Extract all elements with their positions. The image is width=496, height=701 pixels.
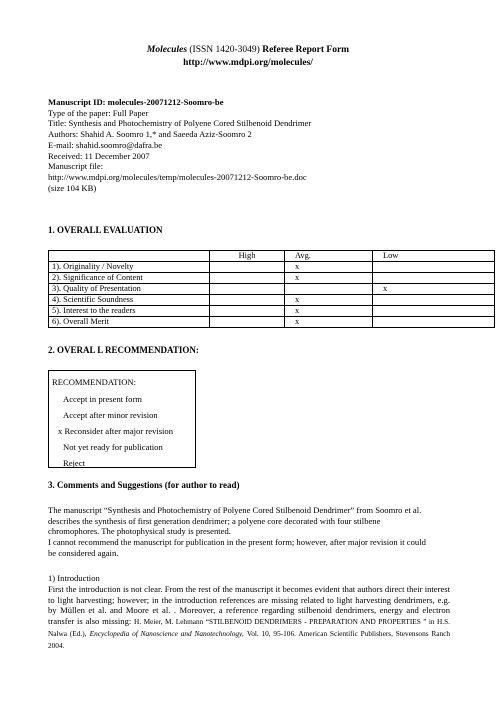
evaluation-row [49,284,495,295]
section1-heading: 1. OVERALL EVALUATION [48,225,163,235]
reference-authors: H. Meier, M. Lehmann “STILBENOID DENDRIMERS - PREPARATION AND PROPERTIES ” in H.S. Nalwa (Ed.), [48,617,450,638]
criterion-label: 5). Interest to the readers [49,306,210,317]
criterion-label: 6). Overall Merit [49,317,210,328]
recommendation-option[interactable]: Accept in present form [63,394,142,404]
paper-title: Title: Synthesis and Photochemistry of Polyene Cored Stilbenoid Dendrimer [48,118,312,129]
recommendation-option[interactable]: Not yet ready for publication [63,442,163,452]
journal-url[interactable]: http://www.mdpi.org/molecules/ [183,58,313,68]
reference-book: Encyclopedia of Nanoscience and Nanotechnology, [89,628,244,638]
avg-cell[interactable]: x [285,273,373,284]
comment-paragraph: I cannot recommend the manuscript for publication in the present form; however, after major revision it could be considered again. [48,537,426,558]
evaluation-row [49,295,495,306]
high-cell[interactable] [210,284,285,295]
high-cell[interactable] [210,262,285,273]
high-cell[interactable] [210,317,285,328]
form-title: Referee Report Form [262,45,350,55]
manuscript-file-link[interactable]: http://www.mdpi.org/molecules/temp/molecules-20071212-Soomro-be.doc [48,171,307,182]
header-low: Low [373,251,495,262]
high-cell[interactable] [210,306,285,317]
low-cell[interactable] [373,317,495,328]
manuscript-info [48,97,448,193]
recommendation-option[interactable]: Reject [63,458,85,468]
criterion-label: 4). Scientific Soundness [49,295,210,306]
avg-cell[interactable]: x [285,295,373,306]
comments-intro [48,505,430,559]
author-email[interactable]: E-mail: shahid.soomro@dafra.be [48,139,163,150]
criterion-label: 3). Quality of Presentation [49,284,210,295]
header-avg: Avg. [285,251,373,262]
low-cell[interactable] [373,306,495,317]
paper-type: Type of the paper: Full Paper [48,107,149,118]
evaluation-row [49,273,495,284]
low-cell[interactable] [373,262,495,273]
section3-heading: 3. Comments and Suggestions (for author to read) [48,480,240,490]
low-cell[interactable] [373,273,495,284]
manuscript-file-size: (size 104 KB) [48,182,97,193]
avg-cell[interactable]: x [285,317,373,328]
recommendation-option-selected[interactable]: x Reconsider after major revision [58,426,174,436]
high-cell[interactable] [210,273,285,284]
avg-cell[interactable]: x [285,306,373,317]
header-cell [49,251,210,262]
criterion-label: 1). Originality / Novelty [49,262,210,273]
evaluation-table [48,250,495,328]
avg-cell[interactable]: x [285,262,373,273]
evaluation-row [49,306,495,317]
paper-authors: Authors: Shahid A. Soomro 1,* and Saeeda Aziz-Soomro 2 [48,129,252,140]
high-cell[interactable] [210,295,285,306]
introduction-comment [48,584,450,651]
recommendation-title: RECOMMENDATION: [52,377,137,387]
reference-details: Vol. 10, 95-106. American Scientific Publishers, Stevensons Ranch 2004. [48,628,451,650]
received-date: Received: 11 December 2007 [48,150,150,161]
issn: (ISSN 1420-3049) [189,45,260,55]
recommendation-option[interactable]: Accept after minor revision [63,410,158,420]
evaluation-row [49,317,495,328]
criterion-label: 2). Significance of Content [49,273,210,284]
comment-paragraph: The manuscript “Synthesis and Photochemistry of Polyene Cored Stilbenoid Dendrimer” from Soomro et al. describes the synthesis of first generation dendrimer; a polyene core decorated with four stilbene chromophores. The photophysical study is presented. [48,505,422,537]
header-high: High [210,251,285,262]
recommendation-box [48,370,196,468]
low-cell[interactable]: x [373,284,495,295]
avg-cell[interactable] [285,284,373,295]
manuscript-id: Manuscript ID: molecules-20071212-Soomro-be [48,97,224,107]
subsection-introduction: 1) Introduction [48,573,100,583]
evaluation-row [49,262,495,273]
form-header [0,45,496,55]
evaluation-header-row [49,251,495,262]
low-cell[interactable] [373,295,495,306]
comment-paragraph: First the introduction is not clear. From the rest of the manuscript it becomes evident that authors direct their interest to light harvesting; however; in the introduction references are missing related to light harvesting dendrimers, e.g. by Müllen et al. and Moore et al. . Moreover, a reference regarding stilbenoid dendrimers, energy and electron transfer is also missing: [48,584,450,627]
section2-heading: 2. OVERAL L RECOMMENDATION: [48,345,199,355]
manuscript-file-label: Manuscript file: [48,161,104,172]
journal-name: Molecules [146,45,188,55]
